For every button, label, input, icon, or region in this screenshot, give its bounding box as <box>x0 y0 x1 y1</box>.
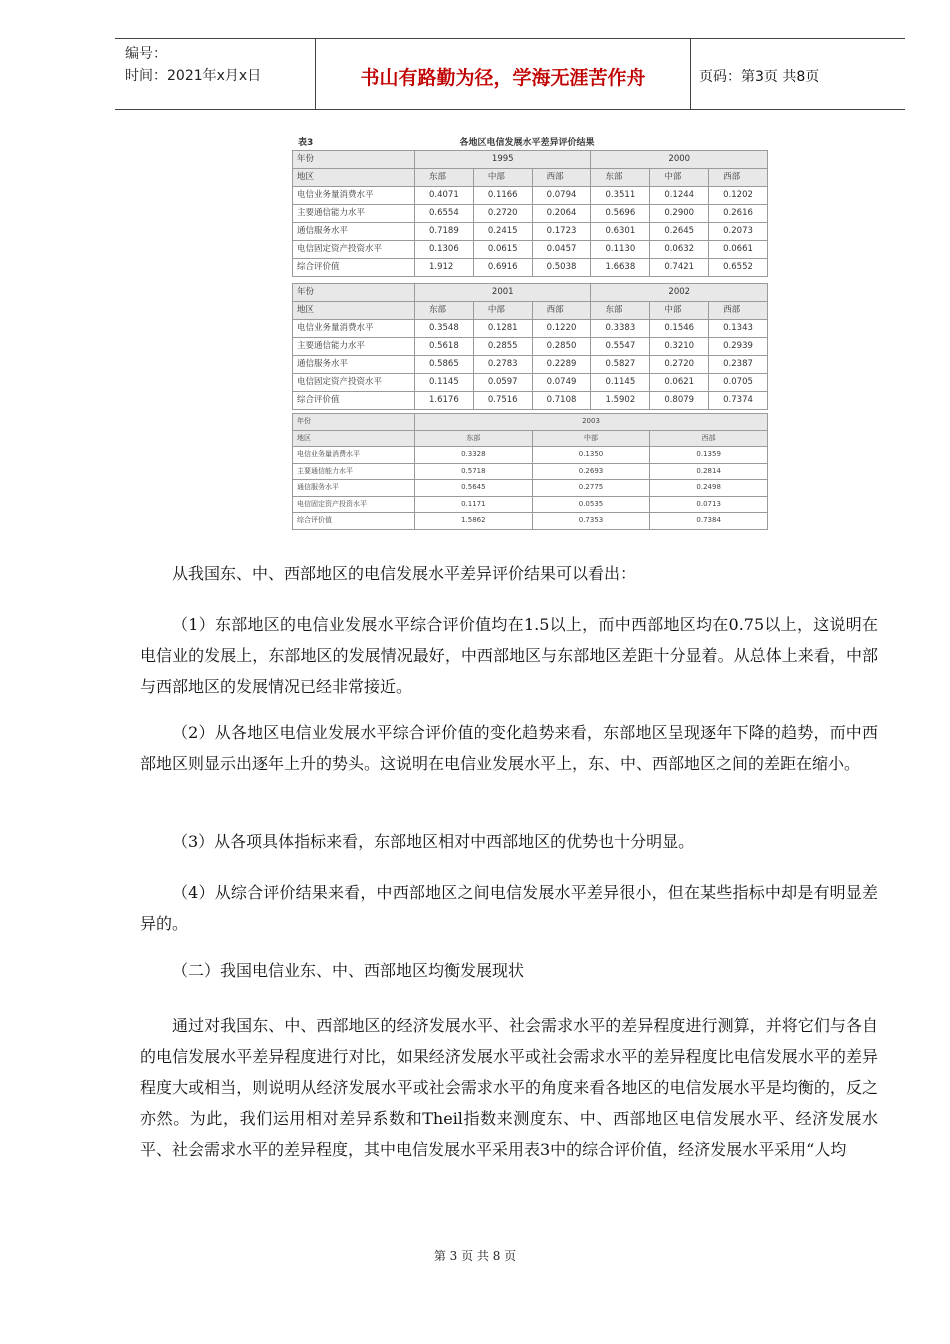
table-region-row <box>293 430 768 447</box>
value-cell: 1.6638 <box>591 259 650 277</box>
table-row <box>293 320 768 338</box>
value-cell: 0.7353 <box>532 513 650 530</box>
table-number: 表3 <box>298 138 314 148</box>
region-cell: 西部 <box>709 302 768 320</box>
document-time-label: 时间：2021年x月x日 <box>125 68 262 84</box>
value-cell: 0.1359 <box>650 447 768 464</box>
value-cell: 0.5618 <box>415 338 474 356</box>
value-cell: 0.0535 <box>532 496 650 513</box>
value-cell: 0.0457 <box>532 241 591 259</box>
value-cell: 0.2783 <box>473 356 532 374</box>
value-cell: 1.912 <box>415 259 474 277</box>
row-label: 综合评价值 <box>293 513 415 530</box>
row-label: 电信业务量消费水平 <box>293 320 415 338</box>
table-row <box>293 480 768 497</box>
table-row <box>293 223 768 241</box>
value-cell: 0.7189 <box>415 223 474 241</box>
table-row <box>293 513 768 530</box>
region-cell: 东部 <box>415 302 474 320</box>
paragraph-point-3: （3）从各项具体指标来看，东部地区相对中西部地区的优势也十分明显。 <box>172 832 695 851</box>
value-cell: 0.1220 <box>532 320 591 338</box>
table-title: 各地区电信发展水平差异评价结果 <box>459 138 595 148</box>
region-cell: 东部 <box>591 302 650 320</box>
value-cell: 0.2415 <box>473 223 532 241</box>
table-year-row <box>293 284 768 302</box>
value-cell: 0.0713 <box>650 496 768 513</box>
header-page-number: 页码：第3页 共8页 <box>699 69 820 85</box>
table-block-2003 <box>292 413 768 530</box>
value-cell: 0.0632 <box>650 241 709 259</box>
table-row <box>293 241 768 259</box>
value-cell: 0.7384 <box>650 513 768 530</box>
table-row <box>293 447 768 464</box>
table-year-row <box>293 151 768 169</box>
value-cell: 0.1343 <box>709 320 768 338</box>
value-cell: 0.1244 <box>650 187 709 205</box>
value-cell: 0.1350 <box>532 447 650 464</box>
value-cell: 0.5827 <box>591 356 650 374</box>
value-cell: 0.5696 <box>591 205 650 223</box>
value-cell: 0.2720 <box>473 205 532 223</box>
table-row <box>293 259 768 277</box>
value-cell: 0.7374 <box>709 392 768 410</box>
value-cell: 0.2850 <box>532 338 591 356</box>
value-cell: 0.2387 <box>709 356 768 374</box>
year-label: 年份 <box>293 284 415 302</box>
row-label: 综合评价值 <box>293 259 415 277</box>
region-label: 地区 <box>293 169 415 187</box>
section-heading: （二）我国电信业东、中、西部地区均衡发展现状 <box>172 961 525 980</box>
year-cell: 2001 <box>415 284 591 302</box>
value-cell: 0.0749 <box>532 374 591 392</box>
header-motto-cell <box>315 39 691 109</box>
paragraph-point-2: （2）从各地区电信业发展水平综合评价值的变化趋势来看，东部地区呈现逐年下降的趋势，而中西部地区则显示出逐年上升的势头。这说明在电信业发展水平上，东、中、西部地区之间的差距在缩小。 <box>140 723 878 773</box>
value-cell: 0.2855 <box>473 338 532 356</box>
value-cell: 0.5865 <box>415 356 474 374</box>
value-cell: 0.6552 <box>709 259 768 277</box>
value-cell: 0.0705 <box>709 374 768 392</box>
value-cell: 0.2498 <box>650 480 768 497</box>
row-label: 通信服务水平 <box>293 480 415 497</box>
value-cell: 0.0794 <box>532 187 591 205</box>
value-cell: 0.1202 <box>709 187 768 205</box>
value-cell: 0.1166 <box>473 187 532 205</box>
table-region-row <box>293 302 768 320</box>
paragraph-point-4: （4）从综合评价结果来看，中西部地区之间电信发展水平差异很小，但在某些指标中却是有明显差异的。 <box>140 883 878 933</box>
region-cell: 西部 <box>709 169 768 187</box>
table-row <box>293 392 768 410</box>
value-cell: 0.6916 <box>473 259 532 277</box>
value-cell: 0.3548 <box>415 320 474 338</box>
table-row <box>293 374 768 392</box>
value-cell: 1.6176 <box>415 392 474 410</box>
value-cell: 0.1130 <box>591 241 650 259</box>
page-header <box>115 38 905 110</box>
value-cell: 0.2720 <box>650 356 709 374</box>
region-cell: 中部 <box>473 302 532 320</box>
value-cell: 0.2073 <box>709 223 768 241</box>
value-cell: 1.5902 <box>591 392 650 410</box>
header-meta <box>115 39 315 109</box>
table-row <box>293 496 768 513</box>
row-label: 电信固定资产投资水平 <box>293 374 415 392</box>
row-label: 电信固定资产投资水平 <box>293 496 415 513</box>
value-cell: 0.7108 <box>532 392 591 410</box>
region-cell: 中部 <box>650 302 709 320</box>
row-label: 电信业务量消费水平 <box>293 447 415 464</box>
value-cell: 0.3383 <box>591 320 650 338</box>
region-cell: 中部 <box>532 430 650 447</box>
region-cell: 西部 <box>532 169 591 187</box>
row-label: 综合评价值 <box>293 392 415 410</box>
value-cell: 0.7516 <box>473 392 532 410</box>
paragraph-method: 通过对我国东、中、西部地区的经济发展水平、社会需求水平的差异程度进行测算，并将它们与各自的电信发展水平差异程度进行对比，如果经济发展水平或社会需求水平的差异程度比电信发展水平的差异程度大或相当，则说明从经济发展水平或社会需求水平的角度来看各地区的电信发展水平是均衡的，反之亦然。为此，我们运用相对差异系数和Theil指数来测度东、中、西部地区电信发展水平、经济发展水平、社会需求水平的差异程度，其中电信发展水平采用表3中的综合评价值，经济发展水平采用“人均 <box>140 1016 878 1159</box>
table-region-row <box>293 169 768 187</box>
value-cell: 0.1281 <box>473 320 532 338</box>
region-cell: 东部 <box>415 430 533 447</box>
year-cell: 2002 <box>591 284 768 302</box>
table-row <box>293 463 768 480</box>
value-cell: 0.0621 <box>650 374 709 392</box>
table-block-2001-2002 <box>292 283 768 410</box>
year-label: 年份 <box>293 414 415 431</box>
year-label: 年份 <box>293 151 415 169</box>
row-label: 电信固定资产投资水平 <box>293 241 415 259</box>
value-cell: 0.6554 <box>415 205 474 223</box>
document-number-label: 编号： <box>125 46 167 62</box>
region-label: 地区 <box>293 302 415 320</box>
table-3-figure <box>286 130 768 526</box>
row-label: 主要通信能力水平 <box>293 463 415 480</box>
value-cell: 0.2645 <box>650 223 709 241</box>
value-cell: 0.1306 <box>415 241 474 259</box>
value-cell: 0.2616 <box>709 205 768 223</box>
table-year-row <box>293 414 768 431</box>
header-motto: 书山有路勤为径，学海无涯苦作舟 <box>360 67 646 89</box>
region-cell: 中部 <box>650 169 709 187</box>
value-cell: 0.2693 <box>532 463 650 480</box>
value-cell: 0.2939 <box>709 338 768 356</box>
region-cell: 中部 <box>473 169 532 187</box>
page-footer: 第 3 页 共 8 页 <box>433 1249 517 1263</box>
value-cell: 0.2289 <box>532 356 591 374</box>
row-label: 主要通信能力水平 <box>293 205 415 223</box>
value-cell: 0.1171 <box>415 496 533 513</box>
row-label: 通信服务水平 <box>293 356 415 374</box>
value-cell: 0.2064 <box>532 205 591 223</box>
value-cell: 0.1145 <box>591 374 650 392</box>
value-cell: 0.2814 <box>650 463 768 480</box>
row-label: 通信服务水平 <box>293 223 415 241</box>
value-cell: 0.0597 <box>473 374 532 392</box>
year-cell: 2003 <box>415 414 768 431</box>
year-cell: 2000 <box>591 151 768 169</box>
table-row <box>293 205 768 223</box>
value-cell: 0.5547 <box>591 338 650 356</box>
value-cell: 1.5862 <box>415 513 533 530</box>
value-cell: 0.2775 <box>532 480 650 497</box>
value-cell: 0.7421 <box>650 259 709 277</box>
region-cell: 东部 <box>591 169 650 187</box>
row-label: 主要通信能力水平 <box>293 338 415 356</box>
value-cell: 0.2900 <box>650 205 709 223</box>
value-cell: 0.0615 <box>473 241 532 259</box>
row-label: 电信业务量消费水平 <box>293 187 415 205</box>
region-label: 地区 <box>293 430 415 447</box>
value-cell: 0.5718 <box>415 463 533 480</box>
value-cell: 0.1145 <box>415 374 474 392</box>
value-cell: 0.1723 <box>532 223 591 241</box>
table-block-1995-2000 <box>292 150 768 277</box>
value-cell: 0.8079 <box>650 392 709 410</box>
paragraph-point-1: （1）东部地区的电信业发展水平综合评价值均在1.5以上，而中西部地区均在0.75以上，这说明在电信业的发展上，东部地区的发展情况最好，中西部地区与东部地区差距十分显着。从总体上来看，中部与西部地区的发展情况已经非常接近。 <box>140 615 878 696</box>
header-page-cell <box>689 39 905 109</box>
value-cell: 0.3328 <box>415 447 533 464</box>
value-cell: 0.6301 <box>591 223 650 241</box>
table-row <box>293 338 768 356</box>
value-cell: 0.1546 <box>650 320 709 338</box>
value-cell: 0.3511 <box>591 187 650 205</box>
paragraph-intro: 从我国东、中、西部地区的电信发展水平差异评价结果可以看出： <box>172 564 637 583</box>
value-cell: 0.3210 <box>650 338 709 356</box>
year-cell: 1995 <box>415 151 591 169</box>
table-row <box>293 356 768 374</box>
value-cell: 0.5038 <box>532 259 591 277</box>
region-cell: 西部 <box>532 302 591 320</box>
table-caption <box>286 130 768 148</box>
table-row <box>293 187 768 205</box>
value-cell: 0.5645 <box>415 480 533 497</box>
value-cell: 0.4071 <box>415 187 474 205</box>
region-cell: 西部 <box>650 430 768 447</box>
value-cell: 0.0661 <box>709 241 768 259</box>
region-cell: 东部 <box>415 169 474 187</box>
